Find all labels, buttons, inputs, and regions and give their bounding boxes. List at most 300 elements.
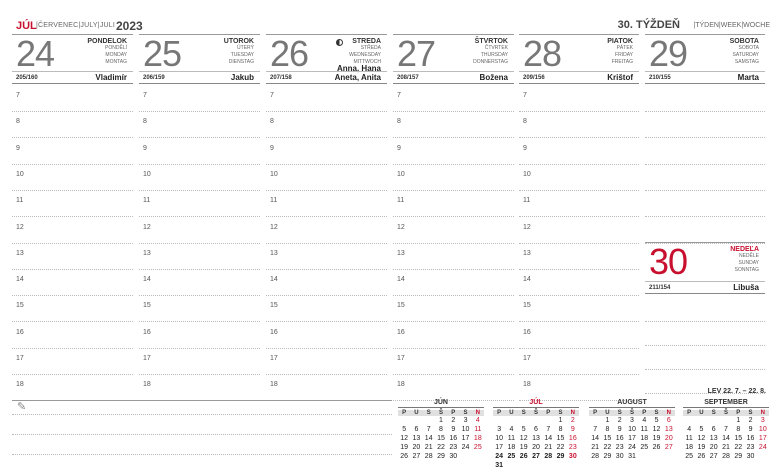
calendar-day[interactable]: 29 (603, 453, 612, 460)
day-header-25 (139, 34, 260, 84)
hour-slot[interactable] (12, 165, 133, 191)
calendar-day[interactable]: 17 (628, 435, 636, 442)
hour-label: 11 (270, 197, 278, 205)
calendar-day[interactable]: 5 (521, 426, 526, 433)
calendar-day[interactable]: 2 (617, 417, 622, 424)
hour-slot[interactable] (139, 112, 260, 138)
hour-label: 8 (397, 118, 401, 126)
calendar-day[interactable]: 18 (685, 444, 694, 451)
hour-slot[interactable] (645, 191, 765, 217)
calendar-day[interactable]: 5 (654, 417, 659, 424)
hour-slot[interactable] (139, 139, 260, 165)
day-header-26 (266, 34, 387, 84)
calendar-week-row (493, 425, 579, 434)
calendar-week-row (493, 461, 579, 470)
calendar-day[interactable]: 26 (697, 453, 706, 460)
calendar-day[interactable]: 19 (519, 444, 528, 451)
calendar-day[interactable]: 9 (617, 426, 622, 433)
hour-slot[interactable] (139, 218, 260, 244)
calendar-day[interactable] (530, 461, 542, 470)
day-number: 29 (649, 33, 688, 74)
calendar-day[interactable]: 22 (734, 444, 743, 451)
hour-slot[interactable] (519, 86, 639, 112)
calendar-day[interactable]: 31 (628, 453, 636, 460)
calendar-day[interactable]: 26 (400, 453, 409, 460)
calendar-day[interactable]: 20 (709, 444, 718, 451)
weekday-letter: U (699, 410, 704, 416)
calendar-day[interactable]: 1 (439, 417, 443, 424)
calendar-day[interactable]: 26 (519, 453, 528, 460)
hour-slot[interactable] (139, 86, 260, 112)
calendar-day[interactable]: 2 (451, 417, 456, 424)
calendar-day[interactable]: 17 (495, 444, 504, 451)
calendar-day[interactable]: 15 (734, 435, 743, 442)
calendar-day[interactable]: 11 (640, 426, 648, 433)
calendar-day[interactable]: 6 (414, 426, 419, 433)
hour-slot[interactable] (12, 218, 133, 244)
calendar-day[interactable]: 23 (615, 444, 624, 451)
calendar-day[interactable]: 10 (495, 435, 504, 442)
calendar-day[interactable]: 7 (593, 426, 598, 433)
calendar-day[interactable]: 15 (556, 435, 565, 442)
calendar-day[interactable]: 5 (699, 426, 704, 433)
calendar-day[interactable]: 14 (544, 435, 553, 442)
day-number: 28 (523, 33, 562, 74)
calendar-day[interactable]: 13 (664, 426, 673, 433)
calendar-day[interactable]: 29 (556, 453, 565, 460)
calendar-day[interactable]: 22 (556, 444, 565, 451)
calendar-week-row (493, 443, 579, 452)
weekday-letter: N (475, 410, 480, 416)
hour-label: 12 (397, 223, 405, 231)
calendar-day[interactable]: 19 (697, 444, 706, 451)
calendar-day[interactable]: 27 (412, 453, 421, 460)
calendar-week-row (589, 416, 675, 425)
calendar-day[interactable]: 11 (474, 426, 482, 433)
year-label: 2023 (116, 19, 143, 33)
calendar-day[interactable]: 12 (652, 426, 661, 433)
calendar-day[interactable]: 14 (424, 435, 433, 442)
calendar-day[interactable]: 27 (709, 453, 718, 460)
calendar-day[interactable] (567, 461, 579, 470)
calendar-day[interactable]: 16 (746, 435, 755, 442)
hour-slot[interactable] (393, 375, 514, 401)
weekday-letter: S (463, 410, 468, 416)
calendar-day[interactable]: 25 (473, 444, 482, 451)
calendar-day[interactable] (472, 452, 484, 461)
hour-slot[interactable] (519, 218, 639, 244)
calendar-day[interactable]: 13 (532, 435, 540, 442)
calendar-day[interactable]: 18 (473, 435, 482, 442)
hour-slot[interactable] (266, 218, 387, 244)
day-name-block (607, 38, 633, 66)
day-name-translation: FREITAG (611, 59, 633, 65)
calendar-day[interactable]: 23 (746, 444, 755, 451)
calendar-day[interactable]: 22 (437, 444, 445, 451)
weekday-letter: S (711, 410, 716, 416)
hour-slot[interactable] (12, 86, 133, 112)
calendar-day[interactable]: 25 (685, 453, 694, 460)
day-header-28 (519, 34, 639, 84)
hour-label: 8 (143, 118, 147, 126)
calendar-day[interactable]: 19 (400, 444, 409, 451)
hour-slot[interactable] (393, 296, 514, 322)
calendar-day[interactable] (683, 416, 695, 425)
calendar-day[interactable]: 12 (400, 435, 409, 442)
calendar-week-row (683, 416, 769, 425)
calendar-day[interactable]: 27 (532, 453, 540, 460)
hour-slot[interactable] (139, 165, 260, 191)
hour-slot[interactable] (519, 165, 639, 191)
nameday-label: Libuša (733, 283, 759, 292)
calendar-day[interactable]: 23 (449, 444, 458, 451)
calendar-day[interactable]: 17 (758, 435, 767, 442)
note-line[interactable] (12, 434, 392, 435)
calendar-day[interactable]: 10 (758, 426, 767, 433)
day-of-year-code: 208/157 (397, 75, 419, 81)
calendar-day[interactable]: 10 (628, 426, 636, 433)
hour-slot[interactable] (393, 323, 514, 349)
calendar-day[interactable]: 7 (426, 426, 431, 433)
hour-slot[interactable] (393, 349, 514, 375)
day-footer (266, 71, 387, 84)
hour-slot[interactable] (519, 191, 639, 217)
calendar-day[interactable] (518, 416, 530, 425)
calendar-day[interactable]: 6 (534, 426, 538, 433)
calendar-day[interactable]: 1 (558, 417, 563, 424)
hour-slot[interactable] (266, 244, 387, 270)
calendar-day[interactable]: 8 (439, 426, 443, 433)
hour-slot[interactable] (12, 191, 133, 217)
calendar-day[interactable]: 28 (722, 453, 730, 460)
calendar-day[interactable]: 28 (591, 453, 600, 460)
weekday-letter: S (748, 410, 753, 416)
calendar-day[interactable] (398, 416, 410, 425)
calendar-day[interactable]: 13 (709, 435, 718, 442)
hour-slot[interactable] (393, 139, 514, 165)
calendar-day[interactable]: 27 (664, 444, 673, 451)
calendar-day[interactable] (505, 416, 517, 425)
hour-slot[interactable] (393, 191, 514, 217)
calendar-day[interactable]: 20 (532, 444, 540, 451)
calendar-day[interactable] (459, 452, 471, 461)
note-line[interactable] (12, 414, 392, 415)
hour-slot[interactable] (519, 112, 639, 138)
note-line[interactable] (12, 454, 392, 455)
hour-slot[interactable] (139, 244, 260, 270)
calendar-week-row (398, 434, 484, 443)
calendar-day[interactable]: 14 (722, 435, 730, 442)
hour-label: 17 (16, 355, 24, 362)
hour-slot[interactable] (519, 270, 639, 296)
hour-slot[interactable] (139, 323, 260, 349)
calendar-day[interactable]: 4 (509, 426, 514, 433)
hour-slot[interactable] (645, 165, 765, 191)
calendar-day[interactable]: 3 (463, 417, 468, 424)
hour-slot[interactable] (266, 165, 387, 191)
weekday-letter: P (402, 410, 407, 416)
day-name-block (224, 38, 254, 66)
hour-slot[interactable] (139, 191, 260, 217)
hour-slot[interactable] (12, 375, 133, 401)
calendar-day[interactable]: 5 (402, 426, 407, 433)
notes-divider (12, 400, 392, 401)
calendar-day[interactable] (650, 452, 662, 461)
hour-slot[interactable] (519, 139, 639, 165)
calendar-day[interactable]: 7 (546, 426, 551, 433)
hour-slot[interactable] (266, 112, 387, 138)
nameday-line: Anna, Hana (336, 64, 381, 73)
calendar-day[interactable]: 11 (685, 435, 693, 442)
calendar-day[interactable]: 30 (615, 453, 624, 460)
day-name: NEDEĽA (730, 246, 759, 253)
calendar-day[interactable]: 24 (495, 453, 504, 460)
calendar-day[interactable]: 11 (507, 435, 516, 442)
calendar-day[interactable]: 16 (568, 435, 577, 442)
calendar-day[interactable] (757, 452, 769, 461)
day-number: 24 (16, 33, 55, 74)
hour-slot[interactable] (519, 349, 639, 375)
hour-label: 9 (270, 144, 274, 152)
hour-slot[interactable] (12, 244, 133, 270)
hour-slot[interactable] (12, 349, 133, 375)
hour-slot[interactable] (266, 139, 387, 165)
calendar-day[interactable]: 19 (652, 435, 661, 442)
weekday-letter: Š (629, 410, 634, 416)
hour-slot[interactable] (519, 323, 639, 349)
calendar-day[interactable]: 18 (640, 435, 649, 442)
calendar-day[interactable] (542, 461, 554, 470)
hour-slot[interactable] (393, 218, 514, 244)
calendar-day[interactable]: 6 (666, 417, 671, 424)
calendar-day[interactable] (663, 452, 675, 461)
calendar-day[interactable]: 9 (748, 426, 753, 433)
calendar-day[interactable]: 16 (615, 435, 624, 442)
calendar-day[interactable]: 3 (497, 426, 502, 433)
calendar-day[interactable]: 23 (568, 444, 577, 451)
hour-slot[interactable] (266, 191, 387, 217)
calendar-day[interactable]: 15 (437, 435, 445, 442)
hour-slot[interactable] (393, 165, 514, 191)
month-translations: |ČERVENEC|JULY|JULI (36, 22, 116, 29)
hour-slot[interactable] (12, 270, 133, 296)
calendar-day[interactable] (518, 461, 530, 470)
calendar-day[interactable] (720, 416, 732, 425)
calendar-day[interactable]: 12 (519, 435, 528, 442)
calendar-day[interactable] (530, 416, 542, 425)
hour-label: 13 (143, 249, 151, 257)
calendar-day[interactable]: 6 (711, 426, 716, 433)
calendar-day[interactable]: 31 (495, 462, 504, 469)
calendar-day[interactable]: 21 (424, 444, 433, 451)
calendar-day[interactable]: 16 (449, 435, 458, 442)
day-header-27 (393, 34, 514, 84)
hour-label: 9 (523, 144, 527, 152)
hour-label: 18 (143, 381, 151, 389)
calendar-day[interactable]: 22 (603, 444, 612, 451)
hour-label: 10 (143, 170, 151, 178)
calendar-day[interactable]: 8 (558, 426, 563, 433)
day-of-year-code: 209/156 (523, 75, 545, 81)
calendar-day[interactable] (542, 416, 554, 425)
hour-slot[interactable] (12, 296, 133, 322)
hour-label: 7 (143, 92, 147, 99)
calendar-day[interactable]: 30 (746, 453, 755, 460)
hour-slot[interactable] (266, 375, 387, 401)
day-name-translation: DIENSTAG (228, 59, 254, 65)
calendar-day[interactable]: 20 (412, 444, 421, 451)
hour-label: 7 (397, 92, 401, 99)
hour-slot[interactable] (12, 323, 133, 349)
day-footer (393, 71, 514, 84)
calendar-day[interactable] (493, 416, 505, 425)
calendar-day[interactable]: 30 (449, 453, 458, 460)
calendar-day[interactable] (554, 461, 566, 470)
calendar-day[interactable]: 7 (724, 426, 728, 433)
hour-label: 12 (143, 223, 151, 231)
calendar-day[interactable]: 18 (507, 444, 516, 451)
mini-calendar-title: JÚN (398, 399, 484, 408)
calendar-day[interactable]: 25 (640, 444, 649, 451)
calendar-day[interactable] (410, 416, 422, 425)
calendar-week-row (589, 452, 675, 461)
calendar-day[interactable]: 24 (628, 444, 636, 451)
calendar-day[interactable]: 29 (437, 453, 445, 460)
day-name-translation: MITTWOCH (353, 59, 381, 65)
weekday-letter: S (426, 410, 431, 416)
hour-label: 18 (523, 381, 531, 389)
day-name: STREDA (352, 38, 381, 45)
hour-slot[interactable] (645, 320, 765, 346)
day-name-block (87, 38, 127, 66)
hour-slot[interactable] (645, 296, 765, 322)
hour-slot[interactable] (12, 112, 133, 138)
weekday-letter: S (521, 410, 526, 416)
calendar-day[interactable]: 3 (630, 417, 634, 424)
hour-slot[interactable] (519, 375, 639, 401)
hour-slot[interactable] (645, 344, 765, 370)
hour-slot[interactable] (139, 349, 260, 375)
hour-label: 12 (523, 223, 531, 231)
calendar-day[interactable] (695, 416, 707, 425)
calendar-day[interactable]: 28 (424, 453, 433, 460)
day-name-translation: TUESDAY (230, 52, 254, 58)
hour-label: 7 (270, 92, 274, 99)
calendar-day[interactable]: 2 (748, 417, 753, 424)
hour-slot[interactable] (12, 139, 133, 165)
day-name-block (730, 246, 759, 274)
calendar-day[interactable]: 15 (603, 435, 612, 442)
day-of-year-code: 210/155 (649, 75, 671, 81)
hour-label: 13 (16, 249, 24, 257)
calendar-day[interactable]: 30 (568, 453, 577, 460)
calendar-day[interactable]: 4 (475, 417, 480, 424)
hour-slot[interactable] (266, 86, 387, 112)
hour-slot[interactable] (266, 349, 387, 375)
hour-label: 11 (143, 197, 151, 205)
hour-slot[interactable] (519, 296, 639, 322)
day-name-translation: FRIDAY (615, 52, 633, 58)
calendar-day[interactable]: 21 (544, 444, 553, 451)
week-number: 30. TÝŽDEŇ (617, 19, 680, 31)
weekday-letter: Š (533, 410, 538, 416)
calendar-day[interactable]: 4 (642, 417, 647, 424)
nameday-label: Krištof (607, 73, 633, 82)
calendar-day[interactable]: 25 (507, 453, 516, 460)
hour-label: 17 (523, 355, 531, 362)
hour-slot[interactable] (393, 86, 514, 112)
calendar-day[interactable]: 10 (461, 426, 470, 433)
calendar-day[interactable]: 9 (451, 426, 456, 433)
weekday-letter: S (558, 410, 563, 416)
calendar-day[interactable]: 29 (734, 453, 743, 460)
calendar-day[interactable] (638, 452, 650, 461)
calendar-day[interactable]: 2 (570, 417, 575, 424)
calendar-day[interactable]: 3 (760, 417, 765, 424)
calendar-day[interactable]: 21 (591, 444, 600, 451)
calendar-day[interactable] (505, 461, 517, 470)
weekday-letter: P (687, 410, 692, 416)
hour-slot[interactable] (393, 244, 514, 270)
calendar-day[interactable]: 1 (605, 417, 610, 424)
calendar-day[interactable]: 8 (736, 426, 741, 433)
hour-label: 16 (397, 328, 405, 336)
calendar-day[interactable]: 8 (605, 426, 610, 433)
weekday-letter: N (570, 410, 575, 416)
calendar-day[interactable]: 20 (664, 435, 673, 442)
hour-slot[interactable] (139, 375, 260, 401)
hour-slot[interactable] (266, 270, 387, 296)
calendar-day[interactable]: 13 (412, 435, 421, 442)
hour-label: 9 (397, 144, 401, 152)
day-number: 27 (397, 33, 436, 74)
hour-slot[interactable] (645, 218, 765, 244)
calendar-day[interactable]: 26 (652, 444, 661, 451)
calendar-day[interactable]: 14 (591, 435, 600, 442)
weekday-letter: Š (723, 410, 728, 416)
calendar-day[interactable] (708, 416, 720, 425)
hour-label: 18 (397, 381, 405, 389)
calendar-day[interactable]: 9 (570, 426, 575, 433)
hour-label: 9 (16, 144, 20, 152)
hour-label: 17 (270, 355, 278, 362)
hour-slot[interactable] (645, 86, 765, 112)
calendar-day[interactable]: 21 (722, 444, 730, 451)
calendar-day[interactable]: 28 (544, 453, 553, 460)
day-header-29 (645, 34, 765, 84)
day-of-year-code: 205/160 (16, 75, 38, 81)
calendar-day[interactable] (589, 416, 601, 425)
calendar-day[interactable]: 4 (687, 426, 692, 433)
hour-slot[interactable] (645, 112, 765, 138)
hour-slot[interactable] (266, 296, 387, 322)
calendar-day[interactable] (423, 416, 435, 425)
hour-slot[interactable] (139, 296, 260, 322)
hour-slot[interactable] (266, 323, 387, 349)
calendar-day[interactable]: 12 (697, 435, 706, 442)
mini-calendar-title: AUGUST (589, 399, 675, 408)
calendar-day[interactable]: 17 (461, 435, 470, 442)
hour-slot[interactable] (393, 112, 514, 138)
calendar-day[interactable]: 24 (758, 444, 767, 451)
hour-slot[interactable] (139, 270, 260, 296)
hour-slot[interactable] (519, 244, 639, 270)
hour-slot[interactable] (645, 139, 765, 165)
calendar-day[interactable]: 1 (736, 417, 741, 424)
hour-slot[interactable] (393, 270, 514, 296)
calendar-day[interactable]: 24 (461, 444, 470, 451)
mini-calendar-title: SEPTEMBER (683, 399, 769, 408)
